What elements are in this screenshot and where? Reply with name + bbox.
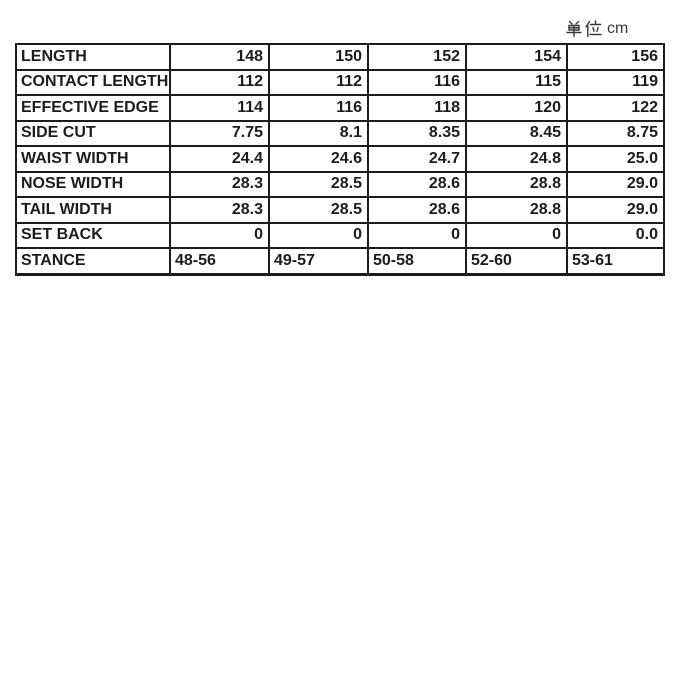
cell-value: 119 bbox=[567, 70, 664, 96]
cell-value: 0 bbox=[170, 223, 269, 249]
cell-value: 24.4 bbox=[170, 146, 269, 172]
row-label: WAIST WIDTH bbox=[16, 146, 170, 172]
cell-value: 152 bbox=[368, 44, 466, 70]
spec-table bbox=[15, 43, 665, 276]
cell-value: 156 bbox=[567, 44, 664, 70]
row-label: SET BACK bbox=[16, 223, 170, 249]
cell-value: 28.3 bbox=[170, 197, 269, 223]
cell-value: 24.6 bbox=[269, 146, 368, 172]
cell-value: 28.6 bbox=[368, 172, 466, 198]
cell-value: 28.6 bbox=[368, 197, 466, 223]
table-row bbox=[16, 197, 664, 223]
cell-value: 116 bbox=[269, 95, 368, 121]
cell-value: 28.8 bbox=[466, 197, 567, 223]
cell-value: 29.0 bbox=[567, 172, 664, 198]
cell-value: 28.3 bbox=[170, 172, 269, 198]
row-label: EFFECTIVE EDGE bbox=[16, 95, 170, 121]
cell-value: 8.1 bbox=[269, 121, 368, 147]
table-row bbox=[16, 121, 664, 147]
cell-value: 0.0 bbox=[567, 223, 664, 249]
cell-value: 112 bbox=[269, 70, 368, 96]
table-row bbox=[16, 70, 664, 96]
cell-value: 0 bbox=[368, 223, 466, 249]
cell-value: 154 bbox=[466, 44, 567, 70]
cell-value: 150 bbox=[269, 44, 368, 70]
cell-value: 7.75 bbox=[170, 121, 269, 147]
table-row bbox=[16, 95, 664, 121]
cell-value: 116 bbox=[368, 70, 466, 96]
cell-value: 148 bbox=[170, 44, 269, 70]
cell-value: 8.35 bbox=[368, 121, 466, 147]
row-label: CONTACT LENGTH bbox=[16, 70, 170, 96]
cell-value: 25.0 bbox=[567, 146, 664, 172]
cell-value: 8.45 bbox=[466, 121, 567, 147]
cell-value: 0 bbox=[269, 223, 368, 249]
cell-value: 0 bbox=[466, 223, 567, 249]
cell-value: 28.8 bbox=[466, 172, 567, 198]
unit-label bbox=[566, 20, 628, 38]
cell-value: 118 bbox=[368, 95, 466, 121]
unit-text: cm bbox=[607, 20, 629, 37]
row-label: NOSE WIDTH bbox=[16, 172, 170, 198]
cell-value: 114 bbox=[170, 95, 269, 121]
cell-value: 50-58 bbox=[368, 248, 466, 274]
cell-value: 24.7 bbox=[368, 146, 466, 172]
table-row bbox=[16, 248, 664, 274]
cell-value: 115 bbox=[466, 70, 567, 96]
table-row bbox=[16, 44, 664, 70]
row-label: STANCE bbox=[16, 248, 170, 274]
cell-value: 52-60 bbox=[466, 248, 567, 274]
cell-value: 28.5 bbox=[269, 197, 368, 223]
cell-value: 8.75 bbox=[567, 121, 664, 147]
cell-value: 112 bbox=[170, 70, 269, 96]
row-label: TAIL WIDTH bbox=[16, 197, 170, 223]
row-label: LENGTH bbox=[16, 44, 170, 70]
cell-value: 53-61 bbox=[567, 248, 664, 274]
cell-value: 122 bbox=[567, 95, 664, 121]
row-label: SIDE CUT bbox=[16, 121, 170, 147]
cell-value: 29.0 bbox=[567, 197, 664, 223]
table-row bbox=[16, 172, 664, 198]
spec-table-body bbox=[16, 44, 664, 275]
cell-value: 48-56 bbox=[170, 248, 269, 274]
table-row bbox=[16, 146, 664, 172]
cell-value: 28.5 bbox=[269, 172, 368, 198]
table-row bbox=[16, 223, 664, 249]
unit-kanji-icon bbox=[566, 20, 602, 38]
cell-value: 120 bbox=[466, 95, 567, 121]
cell-value: 49-57 bbox=[269, 248, 368, 274]
cell-value: 24.8 bbox=[466, 146, 567, 172]
